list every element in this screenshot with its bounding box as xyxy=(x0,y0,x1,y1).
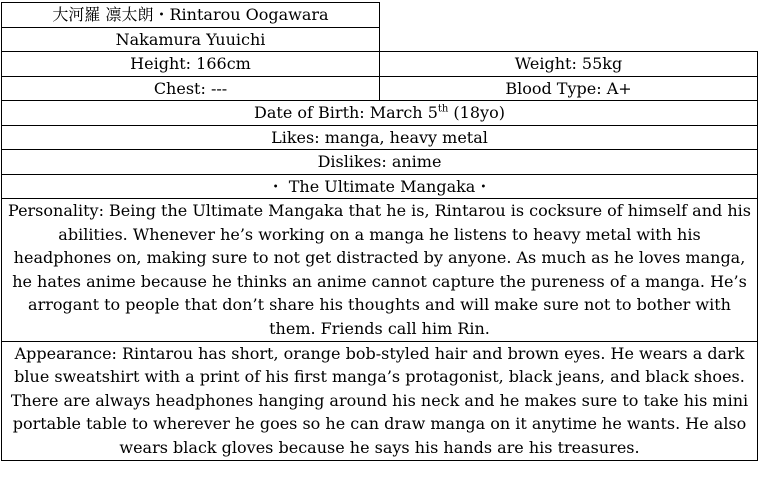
chest-cell: Chest: --- xyxy=(2,76,380,101)
dislikes-row xyxy=(2,150,758,175)
empty-cell xyxy=(380,3,758,52)
profile-table xyxy=(1,2,758,461)
appearance-text: Appearance: Rintarou has short, orange bob-styled hair and brown eyes. He wears a dark blue sweatshirt with a print of his first manga’s protagonist, black jeans, and black shoes. There are always headphones hanging around his neck and he makes sure to take his mini portable table to wherever he goes so he can draw manga on it anytime he wants. He also wears black gloves because he says his hands are his treasures. xyxy=(2,341,758,460)
dob-age: (18yo) xyxy=(448,103,505,122)
likes-cell: Likes: manga, heavy metal xyxy=(2,125,758,150)
dislikes-cell: Dislikes: anime xyxy=(2,150,758,175)
appearance-row xyxy=(2,341,758,460)
talent-row xyxy=(2,174,758,199)
date-of-birth-row xyxy=(2,101,758,126)
character-profile-sheet xyxy=(1,2,757,461)
voice-actor: Nakamura Yuuichi xyxy=(2,27,380,52)
height-weight-row xyxy=(2,52,758,77)
date-of-birth-cell xyxy=(2,101,758,126)
personality-text: Personality: Being the Ultimate Mangaka that he is, Rintarou is cocksure of himself and his abilities. Whenever he’s working on a manga he listens to heavy metal with his headphones on, making sure to not get distracted by anyone. As much as he loves manga, he hates anime because he thinks an anime cannot capture the pureness of a manga. He’s arrogant to people that don’t share his thoughts and will make sure not to bother with them. Friends call him Rin. xyxy=(2,199,758,342)
weight-cell: Weight: 55kg xyxy=(380,52,758,77)
blood-type-cell: Blood Type: A+ xyxy=(380,76,758,101)
personality-row xyxy=(2,199,758,342)
height-cell: Height: 166cm xyxy=(2,52,380,77)
likes-row xyxy=(2,125,758,150)
dob-prefix: Date of Birth: March 5 xyxy=(254,103,438,122)
name-row xyxy=(2,3,758,28)
chest-blood-row xyxy=(2,76,758,101)
talent-cell: ・ The Ultimate Mangaka・ xyxy=(2,174,758,199)
dob-ordinal: th xyxy=(437,103,449,115)
character-name: 大河羅 凛太朗・Rintarou Oogawara xyxy=(2,3,380,28)
